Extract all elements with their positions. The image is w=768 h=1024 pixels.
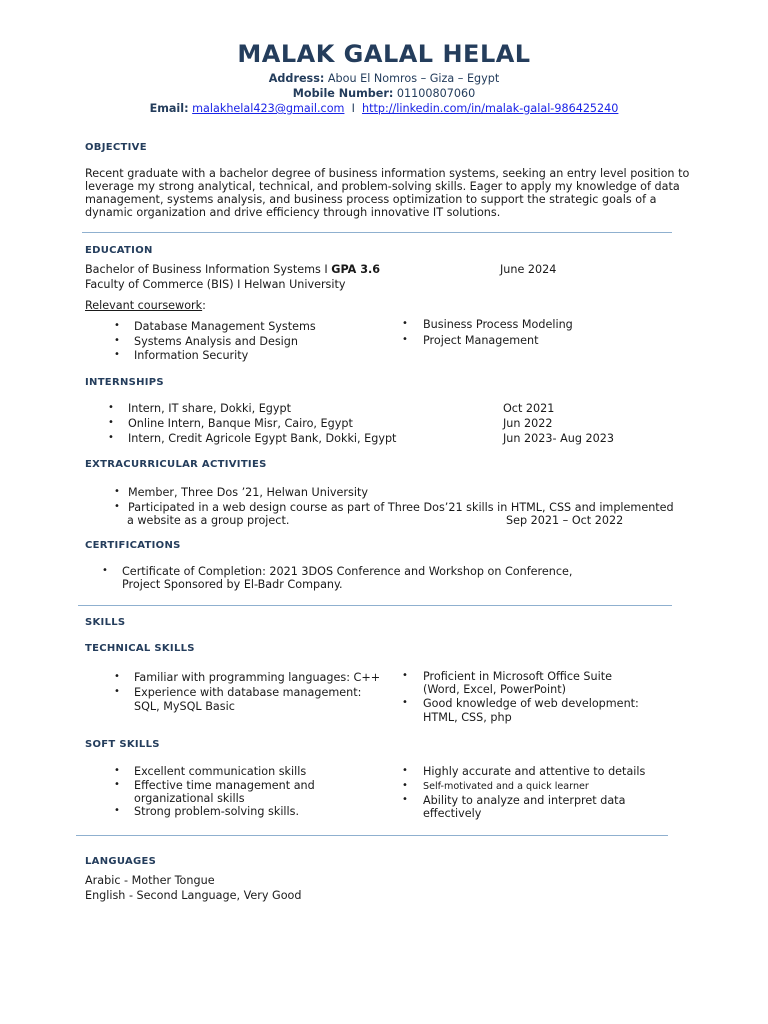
internship-date: Jun 2022	[503, 417, 553, 430]
skills-heading: SKILLS	[85, 617, 126, 628]
certification-line: Project Sponsored by El-Badr Company.	[122, 578, 343, 591]
skill-item-continued: HTML, CSS, php	[423, 711, 512, 724]
skill-item-continued: effectively	[423, 807, 482, 820]
bullet-icon: •	[108, 402, 114, 413]
soft-skills-heading: SOFT SKILLS	[85, 739, 160, 750]
address-value: Abou El Nomros – Giza – Egypt	[327, 72, 500, 85]
email-label: Email:	[149, 102, 189, 115]
faculty-line: Faculty of Commerce (BIS) I Helwan University	[85, 278, 346, 291]
skill-item: Good knowledge of web development:	[423, 697, 639, 710]
email-line	[0, 102, 768, 115]
skill-item: Self-motivated and a quick learner	[423, 781, 589, 792]
mobile-line	[0, 87, 768, 100]
list-item: Project Management	[423, 334, 539, 347]
bullet-icon: •	[108, 432, 114, 443]
internship-title: Intern, Credit Agricole Egypt Bank, Dokki, Egypt	[128, 432, 397, 445]
bullet-icon: •	[114, 335, 120, 346]
internship-date: Oct 2021	[503, 402, 555, 415]
skill-item: Familiar with programming languages: C++	[134, 671, 381, 684]
mobile-label: Mobile Number:	[292, 87, 394, 100]
bullet-icon: •	[114, 686, 120, 697]
language-item: Arabic - Mother Tongue	[85, 874, 215, 887]
skill-item-continued: (Word, Excel, PowerPoint)	[423, 683, 566, 696]
skill-item: Effective time management and	[134, 779, 315, 792]
skill-item-continued: organizational skills	[134, 792, 245, 805]
activity-item: Participated in a web design course as part of Three Dos’21 skills in HTML, CSS and implemented	[128, 501, 674, 514]
certification-line: Certificate of Completion: 2021 3DOS Conference and Workshop on Conference,	[122, 565, 573, 578]
bullet-icon: •	[402, 780, 408, 791]
certifications-heading: CERTIFICATIONS	[85, 540, 181, 551]
internship-title: Intern, IT share, Dokki, Egypt	[128, 402, 291, 415]
bullet-icon: •	[114, 501, 120, 512]
internship-date: Jun 2023- Aug 2023	[503, 432, 614, 445]
gpa-text: GPA 3.6	[331, 263, 381, 276]
bullet-icon: •	[402, 697, 408, 708]
linkedin-link[interactable]: http://linkedin.com/in/malak-galal-986425240	[362, 102, 619, 115]
section-divider	[76, 835, 668, 836]
bullet-icon: •	[114, 779, 120, 790]
bullet-icon: •	[114, 320, 120, 331]
internship-title: Online Intern, Banque Misr, Cairo, Egypt	[128, 417, 353, 430]
bullet-icon: •	[402, 765, 408, 776]
education-date: June 2024	[500, 263, 557, 276]
bullet-icon: •	[102, 565, 108, 576]
skill-item: Ability to analyze and interpret data	[423, 794, 626, 807]
contact-separator: I	[351, 102, 355, 115]
skill-item: Proficient in Microsoft Office Suite	[423, 670, 612, 683]
list-item: Information Security	[134, 349, 249, 362]
bullet-icon: •	[114, 349, 120, 360]
email-link[interactable]: malakhelal423@gmail.com	[192, 102, 345, 115]
objective-text: Recent graduate with a bachelor degree of business information systems, seeking an entry level position to leverage my strong analytical, technical, and problem-solving skills. Eager to apply my knowledge of data management, systems analysis, and business process optimization to support the strategic goals of a dynamic organization and drive efficiency through innovative IT solutions.	[85, 167, 690, 219]
languages-heading: LANGUAGES	[85, 856, 157, 867]
bullet-icon: •	[108, 417, 114, 428]
coursework-label	[85, 299, 206, 312]
objective-heading: OBJECTIVE	[85, 142, 147, 153]
degree-line	[85, 263, 380, 276]
education-heading: EDUCATION	[85, 245, 153, 256]
coursework-label-text: Relevant coursework	[85, 299, 203, 312]
activity-date: Sep 2021 – Oct 2022	[506, 514, 624, 527]
address-line	[0, 72, 768, 85]
bullet-icon: •	[114, 671, 120, 682]
address-label: Address:	[268, 72, 325, 85]
bullet-icon: •	[402, 318, 408, 329]
section-divider	[78, 605, 672, 606]
skill-item-continued: SQL, MySQL Basic	[134, 700, 235, 713]
technical-skills-heading: TECHNICAL SKILLS	[85, 643, 195, 654]
coursework-colon: :	[202, 299, 206, 312]
bullet-icon: •	[402, 794, 408, 805]
extracurricular-heading: EXTRACURRICULAR ACTIVITIES	[85, 459, 267, 470]
skill-item: Highly accurate and attentive to details	[423, 765, 646, 778]
bullet-icon: •	[402, 334, 408, 345]
mobile-value: 01100807060	[396, 87, 476, 100]
list-item: Business Process Modeling	[423, 318, 573, 331]
bullet-icon: •	[114, 805, 120, 816]
skill-item: Excellent communication skills	[134, 765, 307, 778]
degree-text: Bachelor of Business Information Systems I	[85, 263, 332, 276]
bullet-icon: •	[114, 765, 120, 776]
language-item: English - Second Language, Very Good	[85, 889, 302, 902]
activity-item-continued: a website as a group project.	[127, 514, 290, 527]
bullet-icon: •	[402, 670, 408, 681]
list-item: Database Management Systems	[134, 320, 316, 333]
bullet-icon: •	[114, 486, 120, 497]
candidate-name: MALAK GALAL HELAL	[237, 40, 531, 68]
internships-heading: INTERNSHIPS	[85, 377, 164, 388]
section-divider	[82, 232, 672, 233]
skill-item: Strong problem-solving skills.	[134, 805, 300, 818]
list-item: Systems Analysis and Design	[134, 335, 298, 348]
skill-item: Experience with database management:	[134, 686, 362, 699]
activity-item: Member, Three Dos ’21, Helwan University	[128, 486, 368, 499]
